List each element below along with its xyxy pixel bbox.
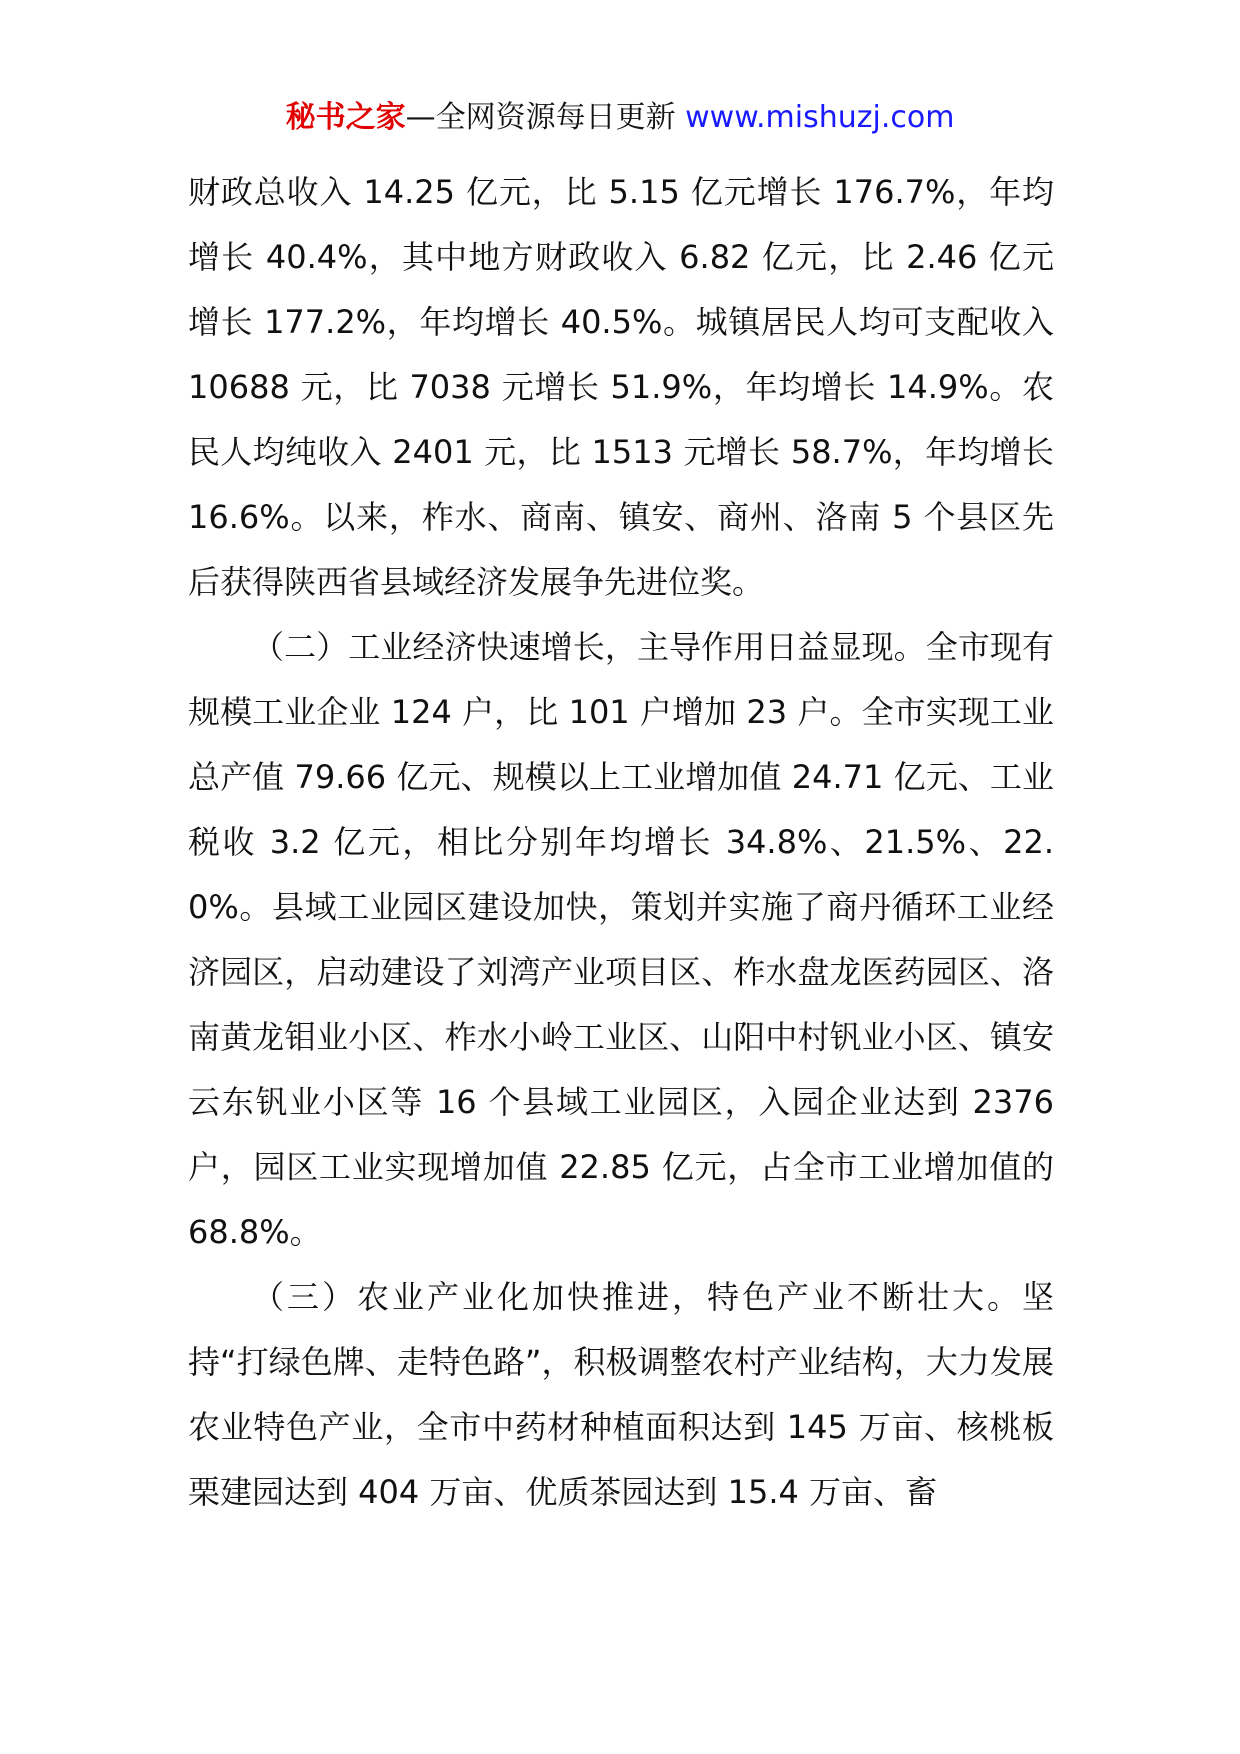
page-header	[0, 98, 1240, 138]
paragraph-industrial-economy: （二）工业经济快速增长，主导作用日益显现。全市现有规模工业企业 124 户，比 101 户增加 23 户。全市实现工业总产值 79.66 亿元、规模以上工业增加值 24.71 亿元、工业税收 3.2 亿元，相比分别年均增长 34.8%、21.5%、22.0%。县域工业园区建设加快，策划并实施了商丹循环工业经济园区，启动建设了刘湾产业项目区、柞水盘龙医药园区、洛南黄龙钼业小区、柞水小岭工业区、山阳中村钒业小区、镇安云东钒业小区等 16 个县域工业园区，入园企业达到 2376 户，园区工业实现增加值 22.85 亿元，占全市工业增加值的 68.8%。	[188, 628, 1054, 1251]
paragraph-fiscal-income: 财政总收入 14.25 亿元，比 5.15 亿元增长 176.7%，年均增长 40.4%，其中地方财政收入 6.82 亿元，比 2.46 亿元增长 177.2%，年均增长 40.5%。城镇居民人均可支配收入 10688 元，比 7038 元增长 51.9%，年均增长 14.9%。农民人均纯收入 2401 元，比 1513 元增长 58.7%，年均增长 16.6%。以来，柞水、商南、镇安、商州、洛南 5 个县区先后获得陕西省县域经济发展争先进位奖。	[188, 173, 1054, 601]
brand-name: 秘书之家	[285, 100, 406, 135]
paragraph-agriculture: （三）农业产业化加快推进，特色产业不断壮大。坚持“打绿色牌、走特色路”，积极调整农村产业结构，大力发展农业特色产业，全市中药材种植面积达到 145 万亩、核桃板栗建园达到 404 万亩、优质茶园达到 15.4 万亩、畜	[188, 1278, 1054, 1511]
document-body	[188, 160, 1054, 1525]
header-tagline: —全网资源每日更新	[405, 100, 676, 135]
site-link[interactable]: www.mishuzj.com	[685, 100, 955, 135]
